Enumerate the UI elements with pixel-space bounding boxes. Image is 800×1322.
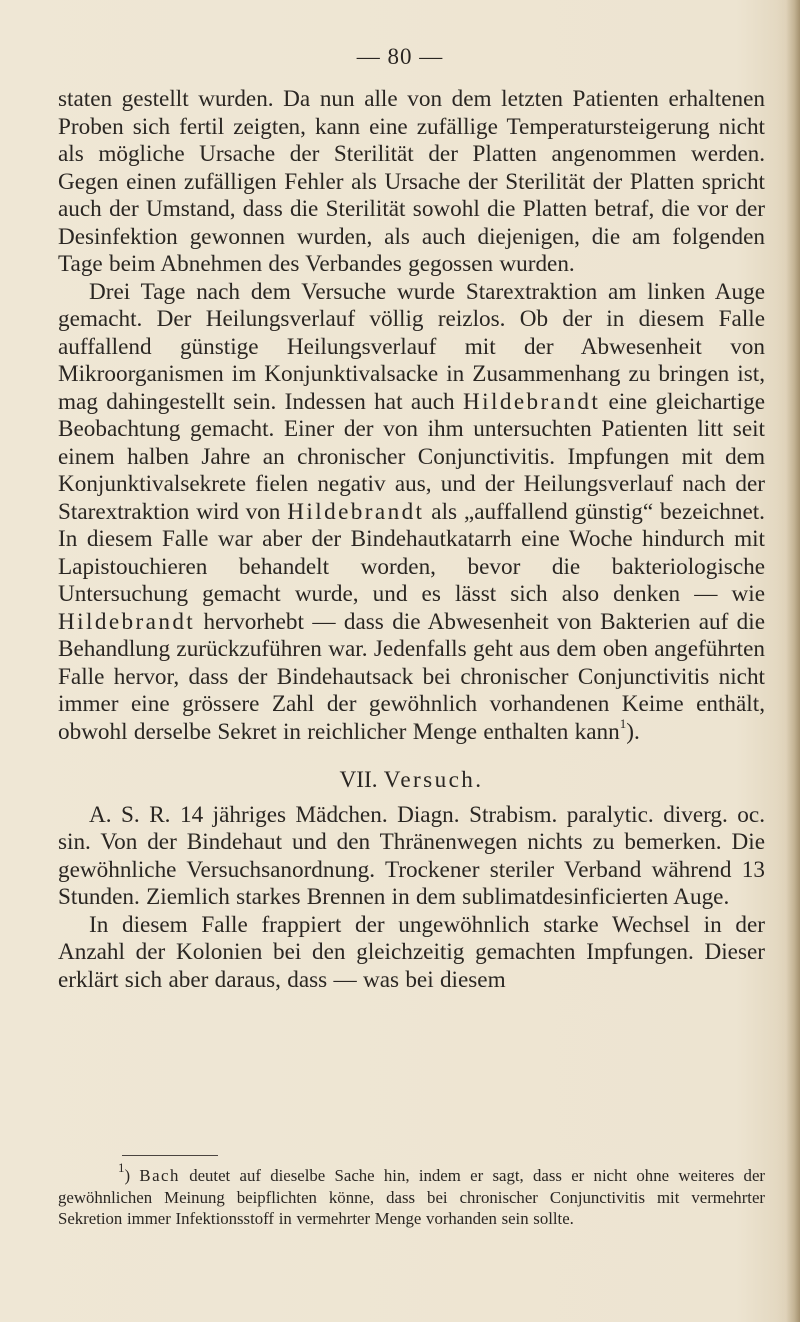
footnote-mark: 1 [118, 1160, 125, 1176]
paragraph-2-text-b: eine gleichartige Beobachtung gemacht. Einer der von ihm untersuchten Patienten litt seit einem halben Jahre an chronischer Conjunctivitis. Impfungen mit dem Konjunktivalsekrete fielen negativ aus, und der Heilungsverlauf nach der Starextraktion wird von [58, 388, 765, 525]
section-heading [58, 767, 765, 795]
footnote-divider [122, 1155, 218, 1156]
footnote-reference[interactable]: 1 [619, 715, 627, 731]
paragraph-3 [58, 802, 765, 912]
author-name-hildebrandt: Hildebrandt [463, 388, 601, 415]
paragraph-1: staten gestellt wurden. Da nun alle von dem letzten Patienten erhaltenen Proben sich fertil zeigten, kann eine zufällige Temperatursteigerung nicht als mögliche Ursache der Sterilität der Platten angenommen werden. Gegen einen zufälligen Fehler als Ursache der Sterilität der Platten spricht auch der Umstand, dass die Sterilität sowohl die Platten betraf, die vor der Desinfektion gewonnen wurden, als auch diejenigen, die am folgenden Tage beim Abnehmen des Verbandes gegossen wurden. [58, 86, 765, 277]
section-title: Versuch. [383, 767, 484, 793]
paragraph-2-text-a: Drei Tage nach dem Versuche wurde Starextraktion am linken Auge gemacht. Der Heilungsverlauf völlig reizlos. Ob der in diesem Falle auffallend günstige Heilungsverlauf mit der Abwesenheit von Mikroorganismen im Konjunktivalsacke in Zusammenhang zu bringen ist, mag dahingestellt sein. Indessen hat auch [58, 278, 765, 415]
author-name-hildebrandt: Hildebrandt [287, 498, 425, 525]
patient-initials: A. S. R. [89, 801, 171, 828]
footnote-body: deutet auf dieselbe Sache hin, indem er sagt, dass er nicht ohne weiteres der gewöhnlichen Meinung beipflichten könne, dass bei chronischer Conjunctivitis mit vermehrter Sekretion immer Infektionsstoff in vermehrter Menge vorhanden sein sollte. [58, 1166, 765, 1228]
section-number: VII. [339, 767, 378, 793]
paragraph-2-text-d: hervorhebt — dass die Abwesenheit von Bakterien auf die Behandlung zurückzuführen war. Jedenfalls geht aus dem oben angeführten Falle hervor, dass der Bindehautsack bei chronischer Conjunctivitis nicht immer eine grössere Zahl der gewöhnlich vorhandenen Keime enthält, obwohl derselbe Sekret in reichlicher Menge enthalten kann [58, 608, 765, 745]
footnote-text [58, 1160, 765, 1230]
page-edge-shadow [786, 0, 800, 1322]
author-name-hildebrandt: Hildebrandt [58, 608, 196, 635]
footnote-author: Bach [139, 1166, 180, 1185]
footnote [58, 1160, 765, 1230]
footnote-mark-close: ) [124, 1166, 131, 1185]
paragraph-3-text: 14 jähriges Mädchen. Diagn. Strabism. paralytic. diverg. oc. sin. Von der Bindehaut und den Thränenwegen nichts zu bemerken. Die gewöhnliche Versuchsanordnung. Trockener steriler Verband während 13 Stunden. Ziemlich starkes Brennen in dem sublimatdesinficierten Auge. [58, 801, 765, 910]
paragraph-2-text-c: als „auffallend günstig“ bezeichnet. In diesem Falle war aber der Bindehautkatarrh eine Woche hindurch mit Lapistouchieren behandelt worden, bevor die bakteriologische Untersuchung gemacht wurde, und es lässt sich also denken — wie [58, 498, 765, 607]
paragraph-2-end: ). [626, 718, 640, 745]
paragraph-2 [58, 279, 765, 747]
page-number: — 80 — [356, 44, 444, 69]
main-text [58, 86, 765, 994]
paragraph-4: In diesem Falle frappiert der ungewöhnlich starke Wechsel in der Anzahl der Kolonien bei den gleichzeitig gemachten Impfungen. Dieser erklärt sich aber daraus, dass — was bei diesem [58, 911, 765, 993]
